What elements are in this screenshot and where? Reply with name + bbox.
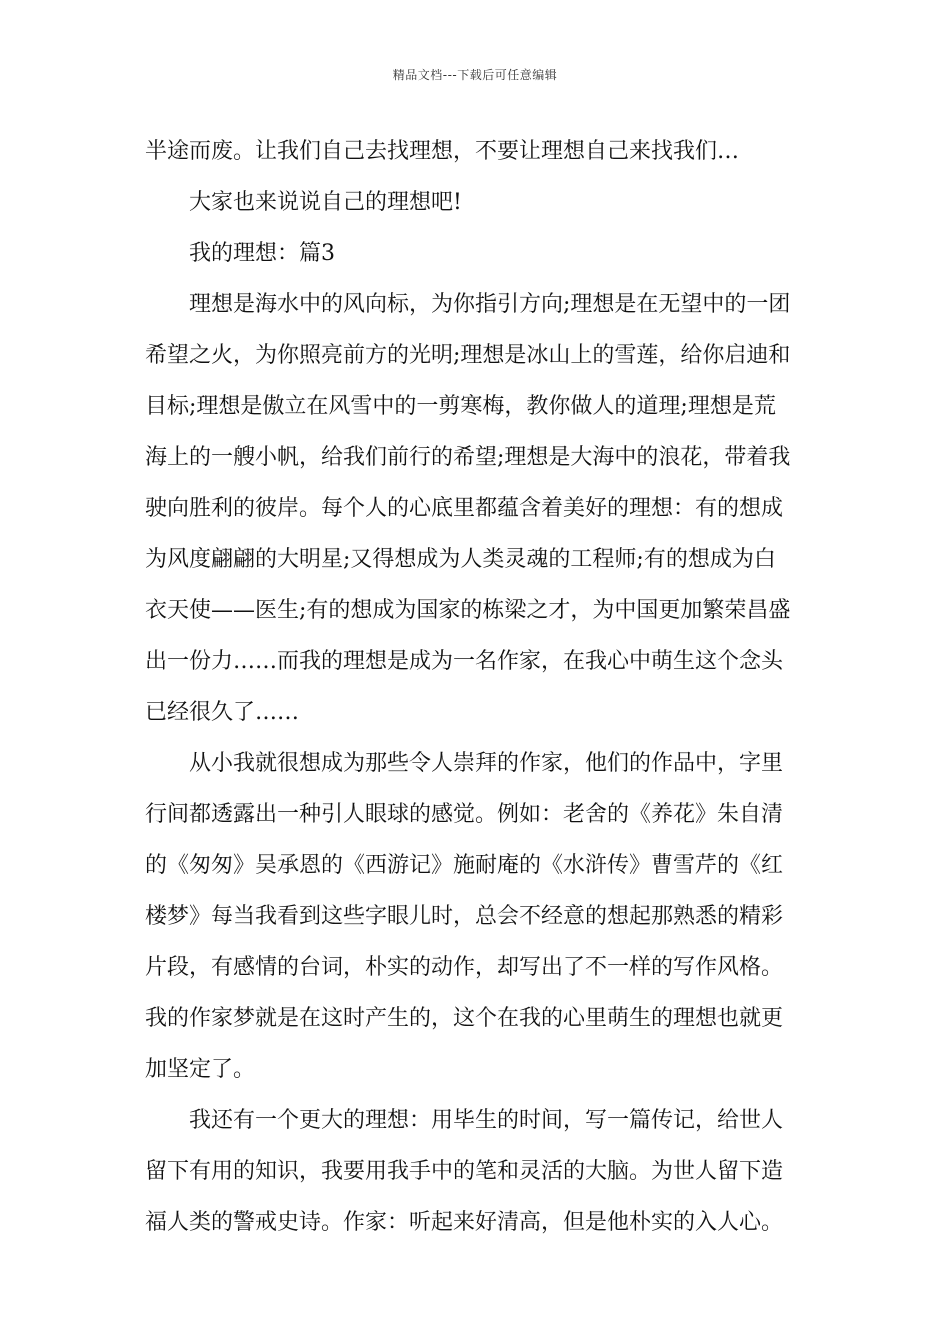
text-line: 福人类的警戒史诗。作家：听起来好清高，但是他朴实的入人心。 <box>145 1210 784 1235</box>
text-line: 为风度翩翩的大明星;又得想成为人类灵魂的工程师;有的想成为白 <box>145 547 776 572</box>
text-line: 驶向胜利的彼岸。每个人的心底里都蕴含着美好的理想：有的想成 <box>145 496 784 521</box>
text-line: 海上的一艘小帆，给我们前行的希望;理想是大海中的浪花，带着我 <box>145 445 791 470</box>
text-line: 的《匆匆》吴承恩的《西游记》施耐庵的《水浒传》曹雪芹的《红 <box>145 853 784 878</box>
text-line: 希望之火，为你照亮前方的光明;理想是冰山上的雪莲，给你启迪和 <box>145 343 791 368</box>
text-line: 大家也来说说自己的理想吧! <box>189 190 462 215</box>
text-line: 半途而废。让我们自己去找理想，不要让理想自己来找我们… <box>145 139 740 164</box>
text-line: 理想是海水中的风向标，为你指引方向;理想是在无望中的一团 <box>189 292 791 317</box>
text-line: 衣天使——医生;有的想成为国家的栋梁之才，为中国更加繁荣昌盛 <box>145 598 791 623</box>
text-line: 楼梦》每当我看到这些字眼儿时，总会不经意的想起那熟悉的精彩 <box>145 904 784 929</box>
document-body <box>145 126 810 1248</box>
text-line: 我还有一个更大的理想：用毕生的时间，写一篇传记，给世人 <box>189 1108 784 1133</box>
text-line: 行间都透露出一种引人眼球的感觉。例如：老舍的《养花》朱自清 <box>145 802 784 827</box>
text-line: 加坚定了。 <box>145 1057 256 1082</box>
text-line: 留下有用的知识，我要用我手中的笔和灵活的大脑。为世人留下造 <box>145 1159 784 1184</box>
text-line: 我的作家梦就是在这时产生的，这个在我的心里萌生的理想也就更 <box>145 1006 784 1031</box>
text-line: 已经很久了…… <box>145 700 300 725</box>
text-line: 从小我就很想成为那些令人崇拜的作家，他们的作品中，字里 <box>189 751 784 776</box>
text-line: 片段，有感情的台词，朴实的动作，却写出了不一样的写作风格。 <box>145 955 784 980</box>
text-line: 出一份力……而我的理想是成为一名作家，在我心中萌生这个念头 <box>145 649 784 674</box>
text-line: 目标;理想是傲立在风雪中的一剪寒梅，教你做人的道理;理想是荒 <box>145 394 776 419</box>
section-heading: 我的理想：篇3 <box>189 241 335 266</box>
page-header: 精品文档---下载后可任意编辑 <box>392 68 558 82</box>
